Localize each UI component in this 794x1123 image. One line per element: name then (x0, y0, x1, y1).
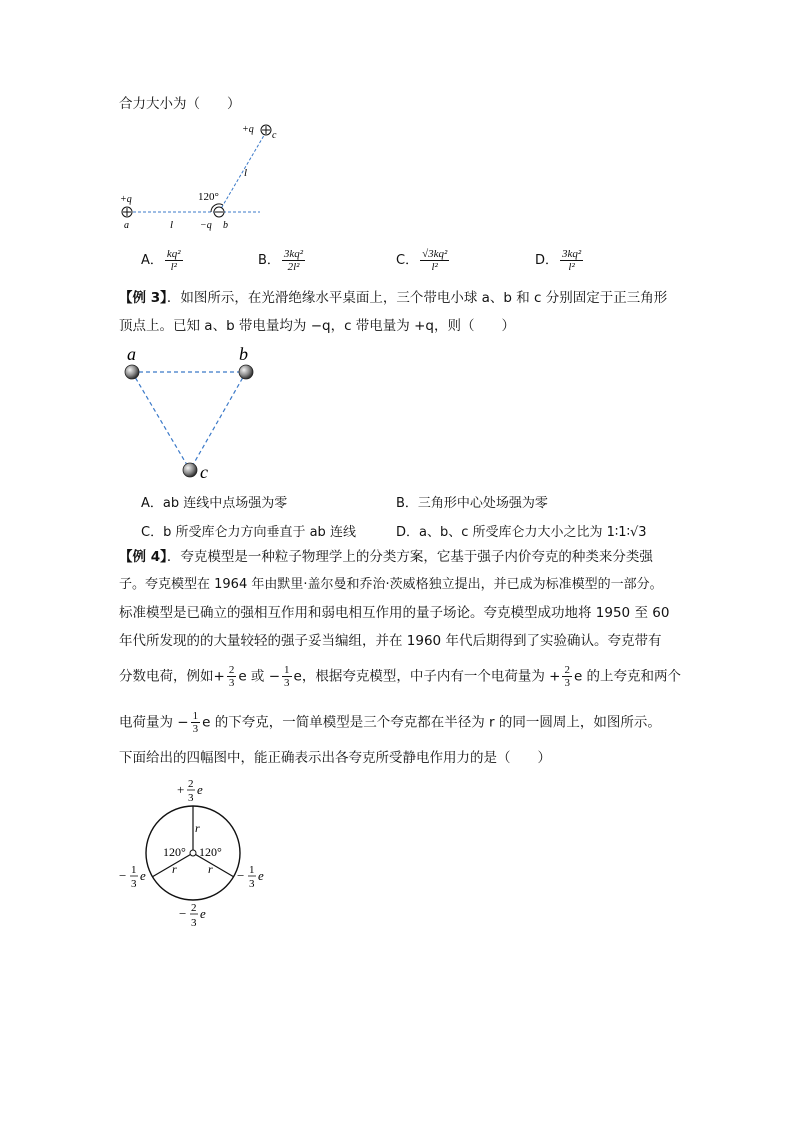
charge-right-label (237, 864, 264, 890)
q2-diagram (110, 116, 280, 234)
ex3-option-d[interactable]: D．a、b、c 所受库仑力大小之比为 1∶1∶√3 (396, 525, 647, 540)
ex4-line6: 电荷量为 − $\frac{1}{3}$ e 的下夸克，一简单模型是三个夸克都在半径为 r 的同一圆周上，如图所示。 (119, 710, 661, 735)
q2-option-b[interactable]: B． $\frac{\text{3kq²}}{\text{2l²}}$ (258, 248, 304, 273)
point-a-label: a (124, 220, 129, 231)
center-point (190, 850, 196, 856)
ball-c (183, 463, 197, 477)
radius-label-left: r (172, 862, 177, 876)
charge-b-label: −q (200, 220, 212, 231)
length-l-lower: l (170, 219, 174, 231)
ex4-line5: 分数电荷，例如+ $\frac{2}{3}$ e 或 − $\frac{1}{3}$ e，根据夸克模型，中子内有一个电荷量为 + $\frac{2}{3}$ e 的上夸克和两个 (119, 664, 682, 689)
svg-text:−: − (179, 906, 187, 921)
ball-b (239, 365, 253, 379)
edge-ac (132, 372, 190, 470)
ex3-line1: 【例 3】．如图所示，在光滑绝缘水平桌面上，三个带电小球 a、b 和 c 分别固定于正三角形 (119, 290, 668, 306)
q2-option-a[interactable]: A． $\frac{\text{kq²}}{\text{l²}}$ (141, 248, 181, 273)
svg-text:3: 3 (191, 917, 197, 929)
charge-bottom-label (179, 902, 206, 929)
svg-text:3: 3 (249, 878, 255, 890)
svg-text:2: 2 (191, 902, 197, 914)
svg-text:e: e (200, 906, 206, 921)
svg-text:+: + (177, 782, 185, 797)
quark-diagram (115, 776, 275, 932)
svg-text:−: − (237, 868, 245, 883)
radius-label-right: r (208, 862, 213, 876)
svg-text:1: 1 (249, 864, 255, 876)
q2-stem-end: 合力大小为（ ） (119, 96, 241, 112)
ex3-option-a[interactable]: A．ab 连线中点场强为零 (141, 496, 288, 511)
q2-option-c[interactable]: C． $\frac{\text{√3kq²}}{\text{l²}}$ (396, 248, 448, 273)
svg-text:1: 1 (131, 864, 137, 876)
label-a: a (127, 344, 136, 364)
ex4-line3: 标准模型是已确立的强相互作用和弱电相互作用的量子场论。夸克模型成功地将 1950 至 60 (119, 605, 670, 621)
point-b-label: b (223, 220, 228, 231)
ball-a (125, 365, 139, 379)
svg-text:−: − (119, 868, 127, 883)
charge-a-label: +q (120, 194, 132, 205)
label-b: b (239, 344, 248, 364)
angle-left-label: 120° (163, 845, 186, 859)
ex3-triangle-diagram (118, 344, 268, 482)
ex3-option-c[interactable]: C．b 所受库仑力方向垂直于 ab 连线 (141, 525, 356, 540)
label-c: c (200, 462, 208, 482)
angle-label: 120° (198, 191, 219, 203)
svg-text:e: e (140, 868, 146, 883)
charge-c-label: +q (242, 124, 254, 135)
svg-text:3: 3 (188, 792, 194, 804)
charge-left-label (119, 864, 146, 890)
ex3-tag: 【例 3】 (119, 290, 167, 306)
charge-top-label (177, 778, 203, 804)
svg-text:3: 3 (131, 878, 137, 890)
ex3-line2: 顶点上。已知 a、b 带电量均为 −q，c 带电量为 +q，则（ ） (119, 318, 515, 334)
ex3-option-b[interactable]: B．三角形中心处场强为零 (396, 496, 548, 511)
angle-right-label: 120° (199, 845, 222, 859)
ex4-line4: 年代所发现的的大量较轻的强子妥当编组，并在 1960 年代后期得到了实验确认。夸克带有 (119, 633, 662, 649)
radius-label-top: r (195, 821, 200, 835)
svg-text:e: e (258, 868, 264, 883)
edge-bc (190, 372, 246, 470)
ex4-line1: 【例 4】．夸克模型是一种粒子物理学上的分类方案，它基于强子内价夸克的种类来分类强 (119, 549, 653, 565)
ex4-line2: 子。夸克模型在 1964 年由默里·盖尔曼和乔治·茨威格独立提出，并已成为标准模型的一部分。 (119, 577, 663, 592)
ex4-tag: 【例 4】 (119, 549, 167, 565)
point-c-label: c (272, 130, 277, 141)
q2-option-d[interactable]: D． $\frac{\text{3kq²}}{\text{l²}}$ (535, 248, 582, 273)
line-bc (219, 132, 266, 212)
ex4-line7: 下面给出的四幅图中，能正确表示出各夸克所受静电作用力的是（ ） (119, 750, 551, 766)
svg-text:e: e (197, 782, 203, 797)
svg-text:2: 2 (188, 778, 194, 790)
length-l-upper: l (244, 167, 248, 179)
